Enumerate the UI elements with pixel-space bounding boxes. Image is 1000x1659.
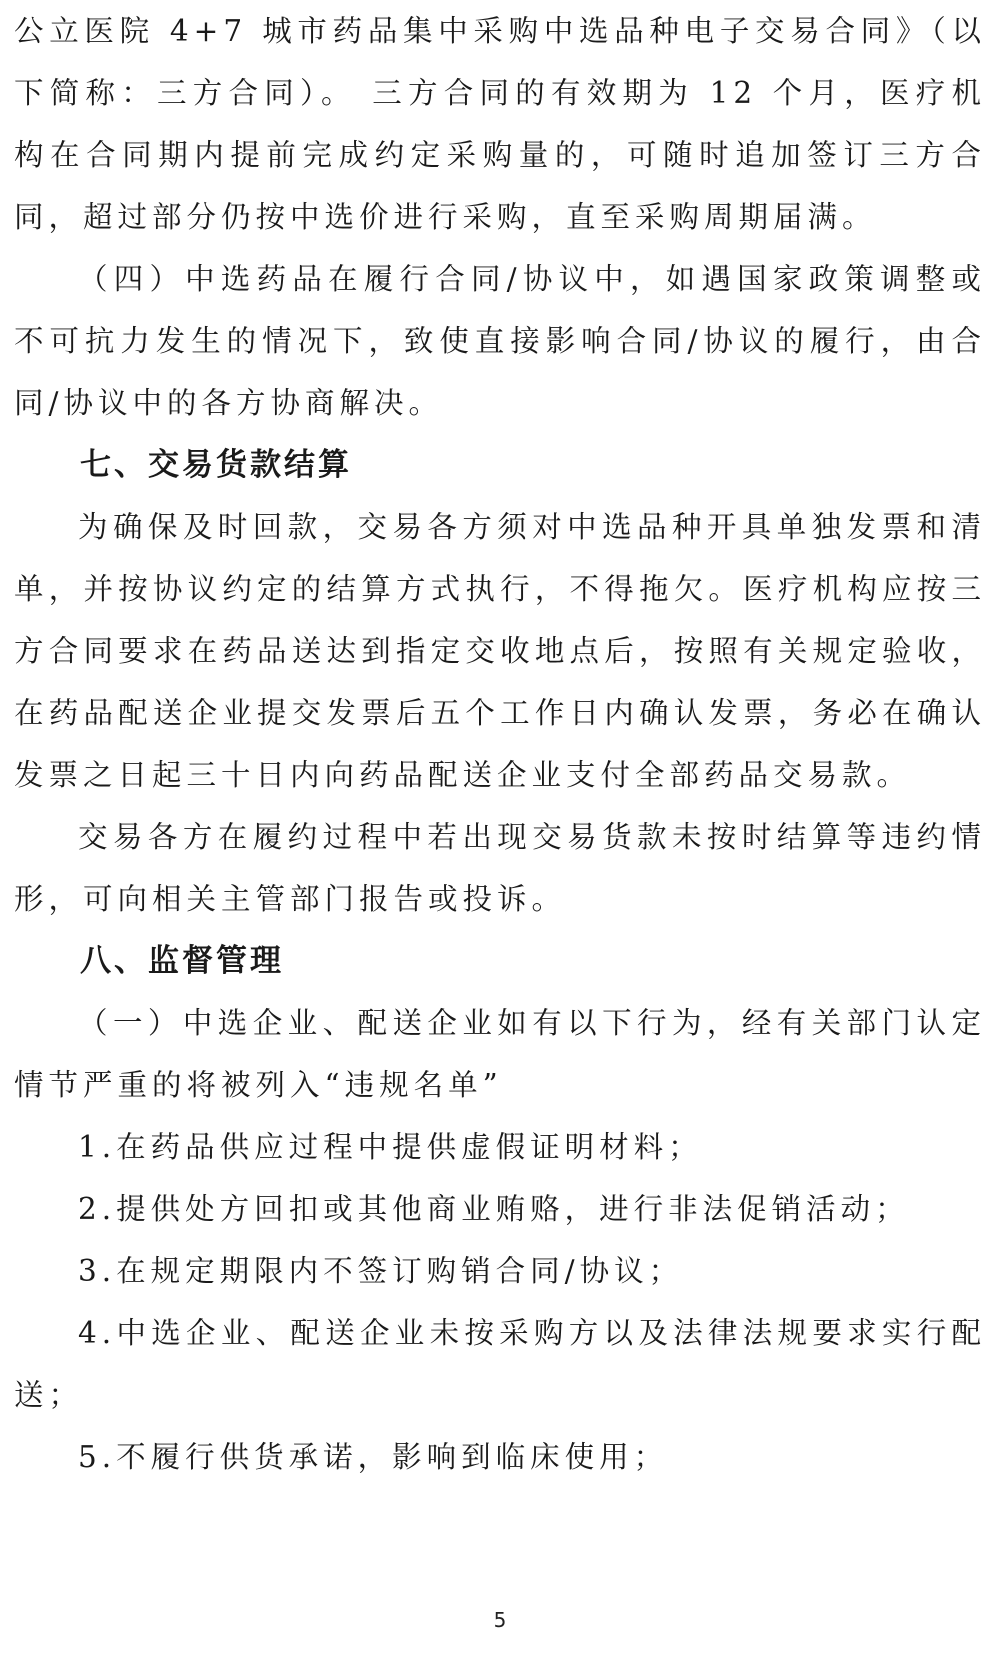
- paragraph-contract-continuation: 公立医院 4+7 城市药品集中采购中选品种电子交易合同》（以下简称：三方合同）。 三方合同的有效期为 12 个月，医疗机构在合同期内提前完成约定采购量的，可随时追加签订三方合同，超过部分仍按中选价进行采购，直至采购周期届满。: [14, 14, 986, 234]
- list-item: 4.中选企业、配送企业未按采购方以及法律法规要求实行配送；: [14, 1316, 986, 1412]
- list-item: 2.提供处方回扣或其他商业贿赂，进行非法促销活动；: [78, 1192, 910, 1226]
- list-item: 5.不履行供货承诺，影响到临床使用；: [78, 1440, 669, 1474]
- document-page: [14, 0, 986, 1488]
- list-item: 3.在规定期限内不签订购销合同/协议；: [78, 1254, 684, 1288]
- paragraph-clause-four: （四）中选药品在履行合同/协议中，如遇国家政策调整或不可抗力发生的情况下，致使直接影响合同/协议的履行，由合同/协议中的各方协商解决。: [14, 262, 986, 420]
- section-heading-settlement: 七、交易货款结算: [80, 447, 352, 483]
- paragraph-settlement-rules: 为确保及时回款，交易各方须对中选品种开具单独发票和清单，并按协议约定的结算方式执行，不得拖欠。医疗机构应按三方合同要求在药品送达到指定交收地点后，按照有关规定验收，在药品配送企业提交发票后五个工作日内确认发票，务必在确认发票之日起三十日内向药品配送企业支付全部药品交易款。: [14, 510, 986, 792]
- list-item: 1.在药品供应过程中提供虚假证明材料；: [78, 1130, 703, 1164]
- section-heading-supervision: 八、监督管理: [80, 943, 284, 979]
- page-number: 5: [493, 1608, 507, 1632]
- paragraph-supervision-intro: （一）中选企业、配送企业如有以下行为，经有关部门认定情节严重的将被列入“违规名单”: [14, 1006, 986, 1102]
- paragraph-settlement-complaint: 交易各方在履约过程中若出现交易货款未按时结算等违约情形，可向相关主管部门报告或投诉。: [14, 820, 986, 916]
